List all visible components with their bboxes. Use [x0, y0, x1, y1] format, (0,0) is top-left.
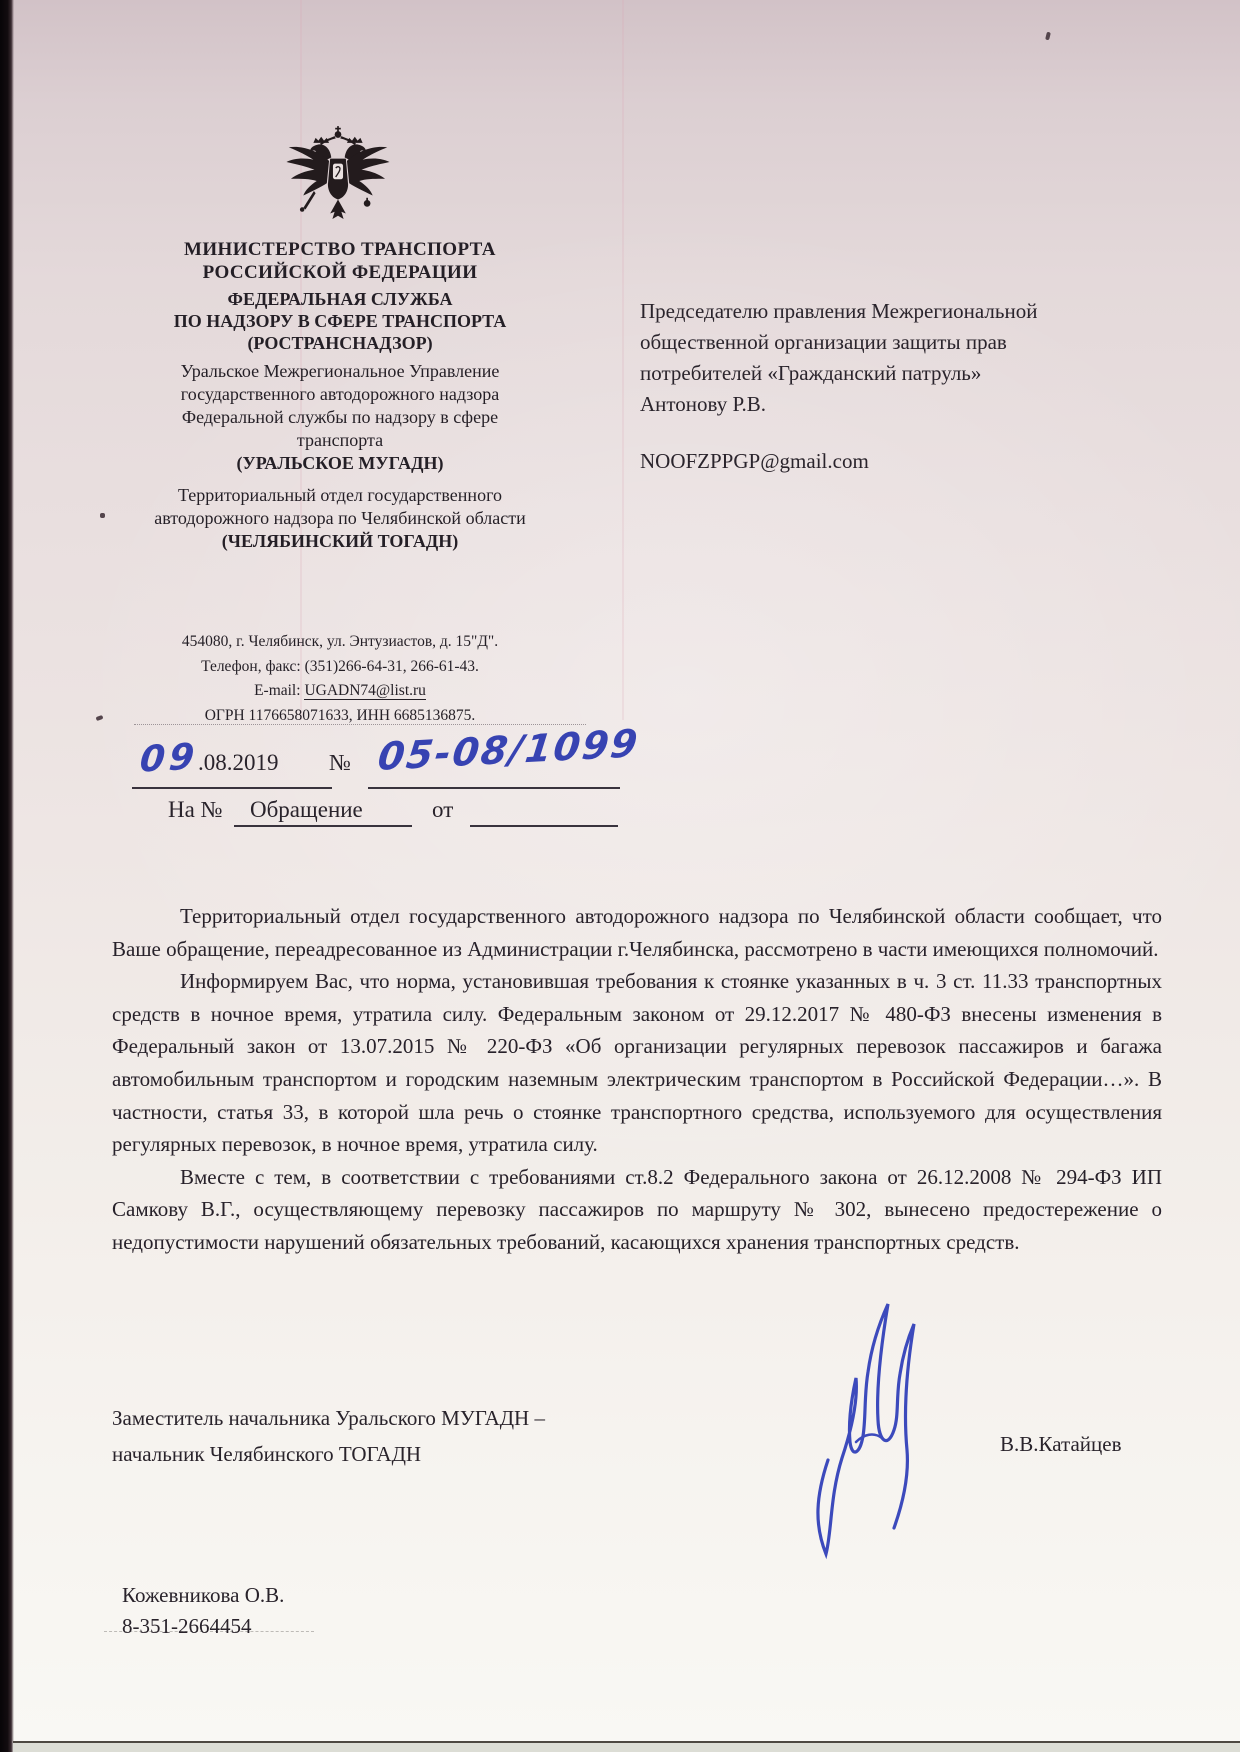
email-label: E-mail:: [254, 682, 305, 699]
contact-block: [108, 630, 572, 728]
na-no-label: На №: [168, 797, 223, 822]
phone-fax: Телефон, факс: (351)266-64-31, 266-61-43.: [201, 657, 479, 675]
federal-service-name: [108, 288, 572, 354]
scan-speck: [1045, 32, 1051, 41]
handwritten-date-day: 09: [138, 736, 200, 781]
signer-position: [112, 1400, 545, 1472]
date-underline: [132, 787, 332, 789]
recipient-block: [640, 296, 1120, 477]
ministry-line1: МИНИСТЕРСТВО ТРАНСПОРТА: [184, 239, 496, 260]
body-paragraph-2: Информируем Вас, что норма, установившая требования к стоянке указанных в ч. 3 ст. 11.33 транспортных средств в ночное время, утратила силу. Федеральным законом от 29.12.2017 № 480-ФЗ внесены изменения в Федеральный закон от 13.07.2015 № 220-ФЗ «Об организации регулярных перевозок пассажиров и багажа автомобильным транспортом и городским наземным электрическим транспортом в Российской Федерации…». В частности, статья 33, в которой шла речь о стоянке транспортного средства, используемого для осуществления регулярных перевозок, в ночное время, утратила силу.: [112, 969, 1162, 1157]
ogrn-inn: ОГРН 1176658071633, ИНН 6685136875.: [204, 706, 476, 724]
signer-position-line1: Заместитель начальника Уральского МУГАДН –: [112, 1406, 545, 1430]
russian-coat-of-arms-icon: [282, 126, 394, 232]
body-paragraph-3: Вместе с тем, в соответствии с требованиями ст.8.2 Федерального закона от 26.12.2008 № 294-ФЗ ИП Самкову В.Г., осуществляющему перевозку пассажиров по маршруту № 302, вынесено предостережение о недопустимости нарушений обязательных требований, касающихся хранения транспортных средств.: [112, 1164, 1162, 1254]
signer-name: В.В.Катайцев: [1000, 1432, 1122, 1456]
handwritten-outgoing-number: 05-08/1099: [375, 720, 642, 780]
ministry-name: [108, 238, 572, 284]
recipient-line2: общественной организации защиты прав: [640, 330, 1007, 354]
incoming-date-underline: [470, 825, 618, 827]
department-line4: транспорта: [296, 430, 384, 450]
scan-streak: [622, 0, 624, 720]
handwritten-signature-icon: [800, 1292, 970, 1577]
number-underline: [368, 787, 620, 789]
scan-edge-shadow: [0, 0, 14, 1752]
service-line1: ФЕДЕРАЛЬНАЯ СЛУЖБА: [227, 289, 453, 309]
scan-background-strip: [13, 1743, 1240, 1752]
department-line2: государственного автодорожного надзора: [180, 384, 500, 404]
executor-phone: 8-351-2664454: [122, 1614, 252, 1638]
incoming-reference-underline: [234, 825, 412, 827]
signer-position-line2: начальник Челябинского ТОГАДН: [112, 1442, 422, 1466]
letter-body: [112, 900, 1162, 1259]
number-sign: №: [329, 750, 351, 775]
service-line2: ПО НАДЗОРУ В СФЕРЕ ТРАНСПОРТА: [173, 311, 507, 331]
executor-name: Кожевникова О.В.: [122, 1583, 285, 1607]
ministry-line2: РОССИЙСКОЙ ФЕДЕРАЦИИ: [202, 262, 478, 283]
territorial-abbr: (ЧЕЛЯБИНСКИЙ ТОГАДН): [221, 531, 459, 551]
email-line: [108, 679, 572, 704]
department-abbr: (УРАЛЬСКОЕ МУГАДН): [236, 453, 444, 473]
scan-speck: [100, 513, 105, 518]
department-line3: Федеральной службы по надзору в сфере: [181, 407, 499, 427]
recipient-name: Антонову Р.В.: [640, 392, 767, 416]
postal-address: 454080, г. Челябинск, ул. Энтузиастов, д. 15"Д".: [181, 633, 499, 650]
body-paragraph-1: Территориальный отдел государственного автодорожного надзора по Челябинской области сообщает, что Ваше обращение, переадресованное из Администрации г.Челябинска, рассмотрено в части имеющихся полномочий.: [112, 904, 1162, 961]
recipient-line3: потребителей «Гражданский патруль»: [640, 361, 982, 385]
department-line1: Уральское Межрегиональное Управление: [180, 361, 500, 381]
scan-speck: [96, 715, 104, 721]
incoming-reference-value: Обращение: [250, 797, 363, 822]
territorial-unit-name: [108, 484, 572, 553]
recipient-email: NOOFZPPGP@gmail.com: [640, 449, 869, 473]
email-address: UGADN74@list.ru: [304, 682, 426, 699]
recipient-line1: Председателю правления Межрегиональной: [640, 299, 1038, 323]
territorial-line2: автодорожного надзора по Челябинской области: [154, 508, 526, 528]
ot-label: от: [432, 797, 454, 822]
printed-date: .08.2019: [198, 750, 279, 775]
service-line3: (РОСТРАНСНАДЗОР): [247, 333, 433, 353]
letterhead-divider: [134, 724, 586, 725]
executor-block: [122, 1580, 284, 1642]
territorial-line1: Территориальный отдел государственного: [178, 485, 502, 505]
department-name: [108, 360, 572, 475]
